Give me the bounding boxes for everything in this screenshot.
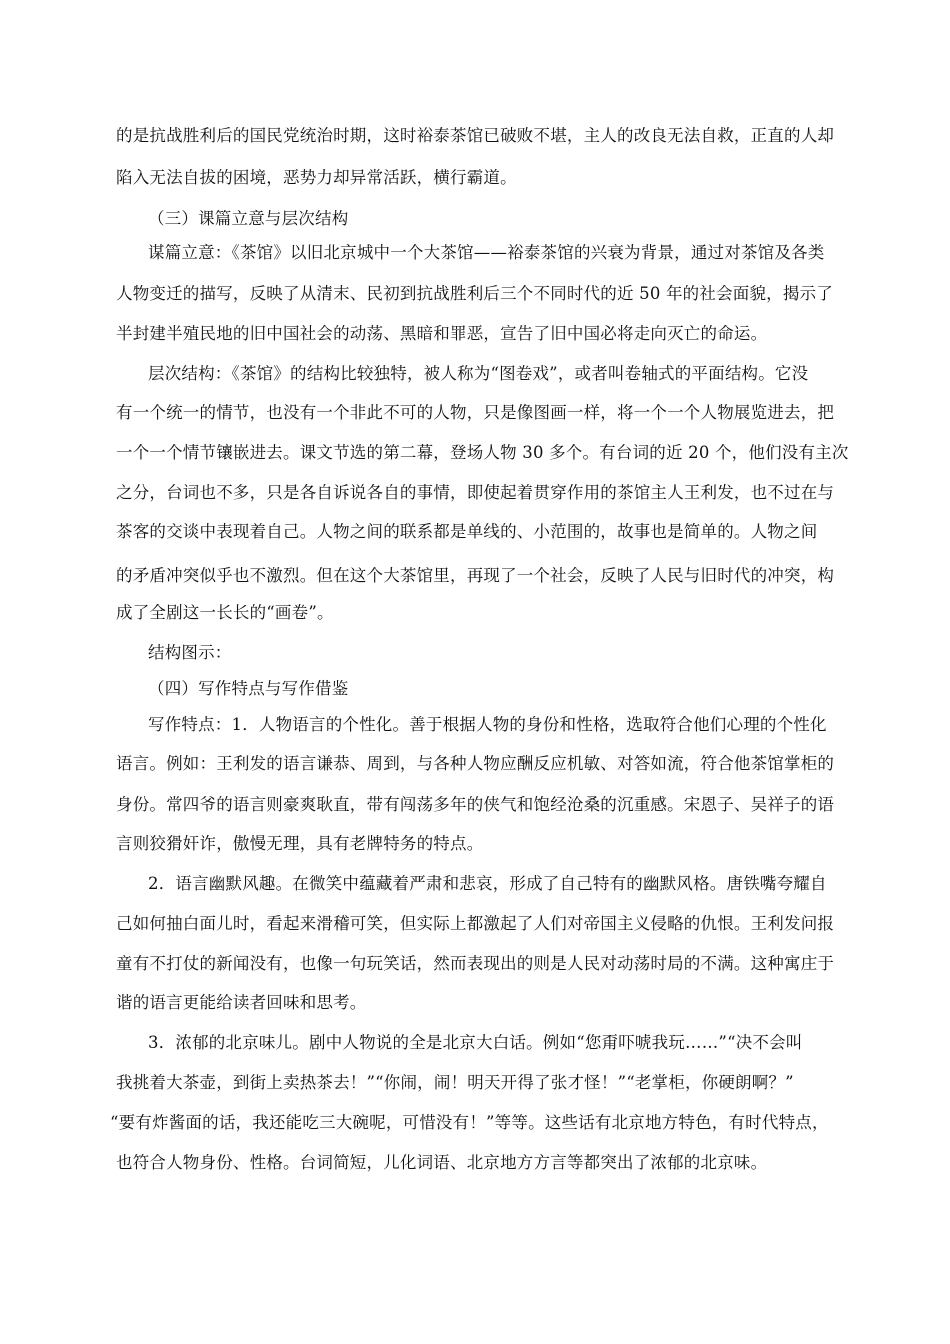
text-line: 茶客的交谈中表现着自己。人物之间的联系都是单线的、小范围的，故事也是简单的。人物之间 xyxy=(116,522,818,541)
section-heading: （四）写作特点与写作借鉴 xyxy=(148,679,349,698)
text-line: 陷入无法自拔的困境，恶势力却异常活跃，横行霸道。 xyxy=(116,168,517,187)
text-line: 层次结构：《茶馆》的结构比较独特，被人称为“图卷戏”，或者叫卷轴式的平面结构。它没 xyxy=(148,364,809,383)
text-line: 的矛盾冲突似乎也不激烈。但在这个大茶馆里，再现了一个社会，反映了人民与旧时代的冲突，构 xyxy=(116,566,835,585)
text-line: 写作特点：1．人物语言的个性化。善于根据人物的身份和性格，选取符合他们心理的个性化 xyxy=(148,715,827,734)
text-line: 谋篇立意：《茶馆》以旧北京城中一个大茶馆——裕泰茶馆的兴衰为背景，通过对茶馆及各类 xyxy=(148,243,825,262)
text-line: 有一个统一的情节，也没有一个非此不可的人物，只是像图画一样，将一个一个人物展览进去，把 xyxy=(116,403,835,422)
text-line: 3．浓郁的北京味儿。剧中人物说的全是北京大白话。例如“您甭吓唬我玩……”“决不会叫 xyxy=(148,1033,803,1052)
text-line: 一个一个情节镶嵌进去。课文节选的第二幕，登场人物 30 多个。有台词的近 20 个，他们没有主次 xyxy=(116,443,849,462)
text-line: 成了全剧这一长长的“画卷”。 xyxy=(116,603,334,622)
text-line: 言则狡猾奸诈，傲慢无理，具有老牌特务的特点。 xyxy=(116,834,484,853)
text-line: 的是抗战胜利后的国民党统治时期，这时裕泰茶馆已破败不堪，主人的改良无法自救，正直的人却 xyxy=(116,126,835,145)
text-line: 语言。例如：王利发的语言谦恭、周到，与各种人物应酬反应机敏、对答如流，符合他茶馆掌柜的 xyxy=(116,754,835,773)
text-line: 人物变迁的描写，反映了从清末、民初到抗战胜利后三个不同时代的近 50 年的社会面貌，揭示了 xyxy=(116,284,833,303)
text-line: 谐的语言更能给读者回味和思考。 xyxy=(116,993,367,1012)
text-line: 2．语言幽默风趣。在微笑中蕴藏着严肃和悲哀，形成了自己特有的幽默风格。唐铁嘴夸耀自 xyxy=(148,874,827,893)
text-line: 也符合人物身份、性格。台词简短，儿化词语、北京地方方言等都突出了浓郁的北京味。 xyxy=(116,1153,768,1172)
text-line: 结构图示： xyxy=(148,643,232,662)
text-line: 己如何抽白面儿时，看起来滑稽可笑，但实际上都激起了人们对帝国主义侵略的仇恨。王利发问报 xyxy=(116,914,835,933)
text-line: “要有炸酱面的话，我还能吃三大碗呢，可惜没有！”等等。这些话有北京地方特色，有时代特点， xyxy=(110,1113,829,1132)
text-line: 身份。常四爷的语言则豪爽耿直，带有闯荡多年的侠气和饱经沧桑的沉重感。宋恩子、吴祥子的语 xyxy=(116,795,835,814)
text-line: 童有不打仗的新闻没有，也像一句玩笑话，然而表现出的则是人民对动荡时局的不满。这种寓庄于 xyxy=(116,954,835,973)
section-heading: （三）课篇立意与层次结构 xyxy=(148,209,349,228)
text-line: 我挑着大茶壶，到街上卖热茶去！”“你闹，闹！明天开得了张才怪！”“老掌柜，你硬朗啊？” xyxy=(116,1073,794,1092)
text-line: 半封建半殖民地的旧中国社会的动荡、黑暗和罪恶，宣告了旧中国必将走向灭亡的命运。 xyxy=(116,324,768,343)
text-line: 之分，台词也不多，只是各自诉说各自的事情，即使起着贯穿作用的茶馆主人王利发，也不过在与 xyxy=(116,483,835,502)
